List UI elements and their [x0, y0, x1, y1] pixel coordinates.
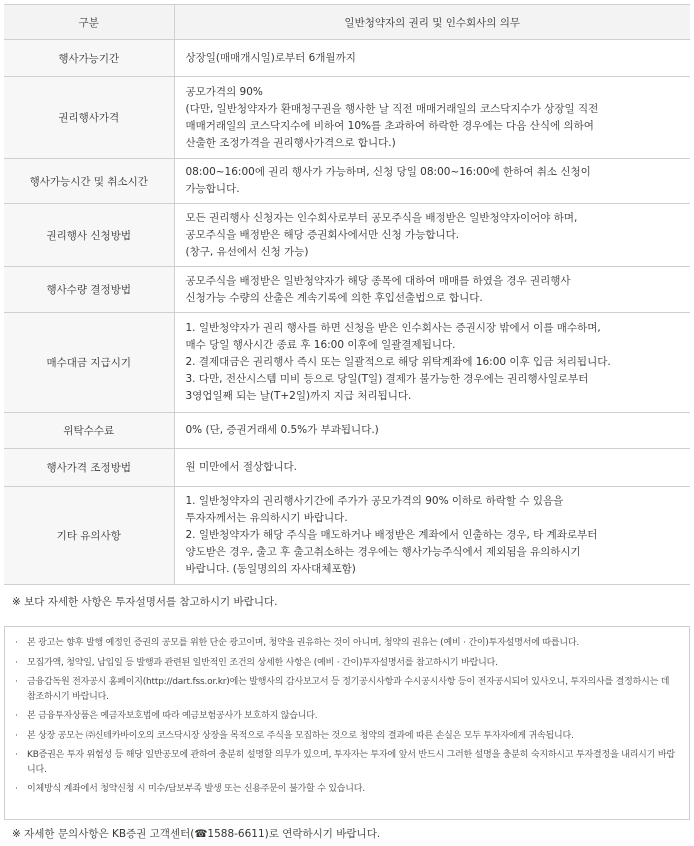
list-item: [15, 656, 679, 671]
row-label: 행사가격 조정방법: [4, 449, 174, 487]
value-line: 산출한 조정가격을 권리행사가격으로 합니다.): [185, 136, 396, 149]
table-row: [4, 487, 690, 585]
list-item: [15, 782, 679, 797]
rights-table: [4, 4, 690, 585]
value-line: 모든 권리행사 신청자는 인수회사로부터 공모주식을 배정받은 일반청약자이어야 하며,: [185, 211, 578, 224]
notice-text: 이체방식 계좌에서 청약신청 시 미수/담보부족 발생 또는 신용주문이 불가할 수 있습니다.: [27, 784, 365, 794]
row-value: [174, 204, 690, 267]
row-value: [174, 159, 690, 204]
notice-box: [4, 626, 690, 820]
row-value: [174, 267, 690, 313]
row-value: [174, 449, 690, 487]
value-line: 양도받은 경우, 출고 후 출고취소하는 경우에는 행사가능주식에서 제외됨을 유의하시기: [185, 546, 581, 558]
notice-text: 본 금융투자상품은 예금자보호법에 따라 예금보험공사가 보호하지 않습니다.: [27, 711, 318, 721]
row-label: 위탁수수료: [4, 413, 174, 449]
row-label: 권리행사가격: [4, 77, 174, 159]
bullet-icon: ·: [15, 638, 18, 648]
value-line: 공모주식을 배정받은 일반청약자가 해당 종목에 대하여 매매를 하였을 경우 권리행사: [185, 274, 571, 287]
value-line: 가능합니다.: [185, 183, 240, 195]
value-line: 2. 일반청약자가 해당 주식을 매도하거나 배정받은 계좌에서 인출하는 경우, 타 계좌로부터: [185, 529, 598, 541]
row-label: 행사가능기간: [4, 40, 174, 77]
value-line: (창구, 유선에서 신청 가능): [185, 245, 309, 258]
value-line: 2. 결제대금은 권리행사 즉시 또는 일괄적으로 해당 위탁계좌에 16:00 이후 입금 처리됩니다.: [185, 356, 611, 368]
table-row: [4, 413, 690, 449]
table-row: [4, 204, 690, 267]
bullet-icon: ·: [15, 711, 18, 721]
value-line: 상장일(매매개시일)로부터 6개월까지: [185, 51, 356, 64]
list-item: [15, 729, 679, 744]
row-label: 기타 유의사항: [4, 487, 174, 585]
value-line: 공모가격의 90%: [185, 85, 263, 98]
list-item: [15, 675, 679, 704]
notice-text: 모집가액, 청약일, 납입일 등 발행과 관련된 일반적인 조건의 상세한 사항은 (예비 · 간이)투자설명서를 참고하시기 바랍니다.: [27, 657, 498, 668]
header-description: 일반청약자의 권리 및 인수회사의 의무: [174, 5, 690, 40]
value-line: 매매거래일의 코스닥지수에 비하여 10%를 초과하여 하락한 경우에는 다음 산식에 의하여: [185, 119, 594, 132]
row-value: [174, 487, 690, 585]
notice-text: KB증권은 투자 위험성 등 해당 일반공모에 관하여 충분히 설명할 의무가 있으며, 투자자는 투자에 앞서 반드시 그러한 설명을 충분히 숙지하시고 투자결정을 내리시기 바랍니다.: [27, 750, 675, 775]
notice-text: 본 광고는 향후 발행 예정인 증권의 공모를 위한 단순 광고이며, 청약을 권유하는 것이 아니며, 청약의 권유는 (예비 · 간이)투자설명서에 따릅니다.: [27, 638, 579, 648]
header-category: 구분: [4, 5, 174, 40]
value-line: 1. 일반청약자의 권리행사기간에 주가가 공모가격의 90% 이하로 하락할 수 있음을: [185, 495, 564, 507]
bullet-icon: ·: [15, 784, 18, 794]
list-item: [15, 709, 679, 724]
table-row: [4, 77, 690, 159]
value-line: 08:00~16:00에 권리 행사가 가능하며, 신청 당일 08:00~16:00에 한하여 취소 신청이: [185, 166, 591, 178]
value-line: 매수 당일 행사시간 종료 후 16:00 이후에 일괄결제됩니다.: [185, 339, 456, 351]
list-item: [15, 636, 679, 651]
list-item: [15, 748, 679, 777]
bullet-icon: ·: [15, 730, 18, 741]
notice-text: 금융감독원 전자공시 홈페이지(http://dart.fss.or.kr)에는 발행사의 감사보고서 등 정기공시사항과 수시공시사항 등이 전자공시되어 있사오니, 투자의사를 결정하시는 데 참조하시기 바랍니다.: [27, 677, 670, 702]
table-header-row: [4, 5, 690, 40]
value-line: 3. 다만, 전산시스템 미비 등으로 당일(T일) 결제가 불가능한 경우에는 권리행사일로부터: [185, 373, 589, 385]
table-row: [4, 313, 690, 413]
table-note: ※ 보다 자세한 사항은 투자설명서를 참고하시기 바랍니다.: [12, 596, 278, 608]
table-row: [4, 267, 690, 313]
bullet-icon: ·: [15, 657, 18, 668]
notice-list: [15, 636, 679, 797]
table-row: [4, 449, 690, 487]
value-line: 원 미만에서 절상합니다.: [185, 461, 297, 473]
bullet-icon: ·: [15, 677, 18, 687]
value-line: 1. 일반청약자가 권리 행사를 하면 신청을 받은 인수회사는 증권시장 밖에서 이를 매수하며,: [185, 322, 601, 334]
contact-note: ※ 자세한 문의사항은 KB증권 고객센터(☎1588-6611)로 연락하시기 바랍니다.: [12, 828, 381, 840]
value-line: 0% (단, 증권거래세 0.5%가 부과됩니다.): [185, 424, 379, 436]
value-line: 신청가능 수량의 산출은 계속기록에 의한 후입선출법으로 합니다.: [185, 291, 483, 304]
value-line: 바랍니다. (동일명의의 자사대체포함): [185, 563, 356, 575]
table-row: [4, 159, 690, 204]
row-label: 매수대금 지급시기: [4, 313, 174, 413]
bullet-icon: ·: [15, 750, 18, 760]
row-label: 행사가능시간 및 취소시간: [4, 159, 174, 204]
value-line: (다만, 일반청약자가 환매청구권을 행사한 날 직전 매매거래일의 코스닥지수가 상장일 직전: [185, 102, 599, 115]
row-value: [174, 413, 690, 449]
row-value: [174, 313, 690, 413]
value-line: 3영업일째 되는 날(T+2일)까지 지급 처리됩니다.: [185, 390, 412, 402]
value-line: 공모주식을 배정받은 해당 증권회사에서만 신청 가능합니다.: [185, 228, 460, 241]
value-line: 투자자께서는 유의하시기 바랍니다.: [185, 512, 348, 524]
row-label: 권리행사 신청방법: [4, 204, 174, 267]
row-value: [174, 40, 690, 77]
row-label: 행사수량 결정방법: [4, 267, 174, 313]
row-value: [174, 77, 690, 159]
notice-text: 본 상장 공모는 ㈜신테카바이오의 코스닥시장 상장을 목적으로 주식을 모집하는 것으로 청약의 결과에 따른 손실은 모두 투자자에게 귀속됩니다.: [27, 730, 574, 741]
table-row: [4, 40, 690, 77]
